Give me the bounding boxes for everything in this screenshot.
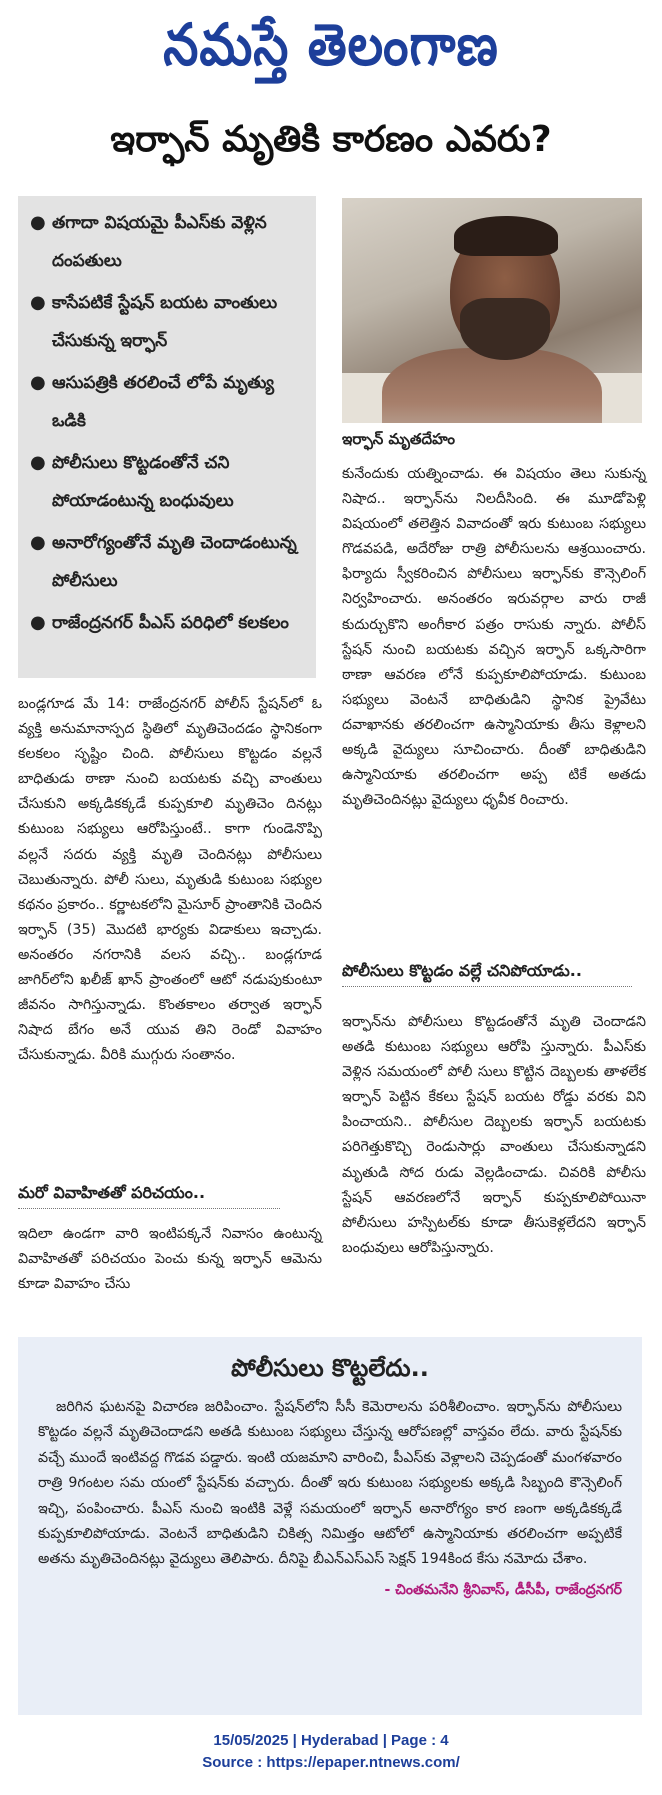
photo-beard	[460, 298, 550, 360]
subhead-right: పోలీసులు కొట్టడం వల్లే చనిపోయాడు..	[342, 958, 632, 987]
footer	[0, 1730, 662, 1774]
photo-body	[382, 348, 602, 423]
photo-hair	[454, 216, 558, 256]
bullet-icon: ●	[30, 532, 46, 553]
headline: ఇర్ఫాన్ మృతికి కారణం ఎవరు?	[110, 119, 552, 160]
highlight-text: అనారోగ్యంతోనే మృతి చెందాడంటున్న పోలీసులు	[52, 533, 297, 591]
article-left-after: ఇదిలా ఉండగా వారి ఇంటిపక్కనే నివాసం ఉంటున్న వివాహితతో పరిచయం పెంచు కున్న ఇర్ఫాన్ ఆమెను కూడా వివాహం చేసు	[18, 1226, 322, 1293]
police-statement-box	[18, 1337, 642, 1715]
masthead-logo: నమస్తే తెలంగాణ	[163, 10, 499, 79]
bullet-icon: ●	[30, 372, 46, 393]
box-body: జరిగిన ఘటనపై విచారణ జరిపించాం. స్టేషన్‌లోని సీసీ కెమెరాలను పరిశీలించాం. ఇర్ఫాన్‌ను పోలీసులు కొట్టడం వల్లనే మృతిచెందాడని అతడి కుటుంబ సభ్యులు చేస్తున్న ఆరోపణల్లో వాస్తవం లేదు. వారు స్టేషన్‌కు వచ్చే ముందే ఇంటివద్ద గొడవ పడ్డారు. ఇంటి యజమాని వారించి, పీఎస్‌కు వెళ్లాలని చెప్పడంతో మంగళవారం రాత్రి 9గంటల సమ యంలో స్టేషన్‌కు వచ్చారు. దీంతో ఇరు కుటుంబ సభ్యులకు అక్కడి సిబ్బంది కౌన్సెలింగ్ ఇచ్చి, పంపించారు. పీఎస్ నుంచి ఇంటికి వెళ్లే సమయంలో ఇర్ఫాన్ అనారోగ్యం కార ణంగా అక్కడికక్కడే కుప్పకూలిపోయాడు. వెంటనే బాధితుడిని చికిత్స నిమిత్తం ఆటోలో ఉస్మానియాకు తరలించగా అప్పటికే అతను మృతిచెందినట్లు వైద్యులు తెలిపారు. దీనిపై బీఎన్ఎస్ఎస్ సెక్షన్ 194కింద కేసు నమోదు చేశాం.	[38, 1399, 622, 1568]
highlight-text: కాసేపటికే స్టేషన్ బయట వాంతులు చేసుకున్న ఇర్ఫాన్	[52, 293, 278, 351]
highlight-item	[30, 522, 304, 602]
highlight-item	[30, 362, 304, 442]
article-right-after: ఇర్ఫాన్‌ను పోలీసులు కొట్టడంతోనే మృతి చెందాడని అతడి కుటుంబ సభ్యులు ఆరోపి స్తున్నారు. పీఎస్‌కు వెళ్లిన సమయంలో పోలీ సులు కొట్టిన దెబ్బలకు తాళలేక ఇర్ఫాన్ పెట్టిన కేకలు స్టేషన్ బయట రోడ్డు వరకు విని పించాయని.. పోలీసుల దెబ్బలకు ఇర్ఫాన్ బయటకు పరిగెత్తుకొచ్చి రెండుసార్లు వాంతులు చేసుకున్నాడని మృతుడి సోద రుడు వెల్లడించాడు. చివరికి పోలీసు స్టేషన్ ఆవరణలోనే ఇర్ఫాన్ కుప్పకూలిపోయినా పోలీసులు హస్పిటల్‌కు కూడా తీసుకెళ్లలేదని ఇర్ఫాన్ బంధువులు ఆరోపిస్తున్నారు.	[342, 1014, 646, 1256]
subhead-left: మరో వివాహితతో పరిచయం..	[18, 1180, 280, 1209]
highlight-text: పోలీసులు కొట్టడంతోనే చని పోయాడంటున్న బంధువులు	[52, 453, 234, 511]
highlight-text: ఆసుపత్రికి తరలించే లోపే మృత్యు ఒడికి	[52, 373, 274, 431]
highlight-item	[30, 202, 304, 282]
footer-date-line: 15/05/2025 | Hyderabad | Page : 4	[213, 1732, 449, 1749]
highlight-text: తగాదా విషయమై పీఎస్‌కు వెళ్లిన దంపతులు	[52, 213, 267, 271]
masthead	[0, 6, 662, 84]
highlight-item	[30, 602, 304, 644]
box-signature: - చింతమనేని శ్రీనివాస్, డీసీపీ, రాజేంద్రనగర్	[384, 1581, 622, 1598]
bullet-icon: ●	[30, 292, 46, 313]
news-photo	[342, 198, 642, 423]
footer-source-line[interactable]: Source : https://epaper.ntnews.com/	[202, 1754, 460, 1771]
bullet-icon: ●	[30, 212, 46, 233]
highlight-item	[30, 442, 304, 522]
highlight-text: రాజేంద్రనగర్ పీఎస్ పరిధిలో కలకలం	[52, 613, 289, 633]
highlight-item	[30, 282, 304, 362]
highlights-box	[18, 196, 316, 678]
box-title: పోలీసులు కొట్టలేదు..	[231, 1354, 429, 1382]
bullet-icon: ●	[30, 452, 46, 473]
article-right-top: కునేందుకు యత్నించాడు. ఈ విషయం తెలు సుకున్న నిషాద.. ఇర్ఫాన్‌ను నిలదీసింది. ఈ మూడోపెళ్లి విషయంలో తలెత్తిన వివాదంతో ఇరు కుటుంబ సభ్యులు గొడవపడి, అదేరోజు రాత్రి పోలీసులను ఆశ్రయించారు. ఫిర్యాదు స్వీకరించిన పోలీసులు ఇర్ఫాన్‌కు కౌన్సెలింగ్ నిర్వహించారు. అనంతరం ఇరువర్గాల వారు రాజీ కుదుర్చుకొని అంగీకార పత్రం రాసుకు న్నారు. పోలీస్ స్టేషన్ నుంచి బయటకు వచ్చిన ఇర్ఫాన్ ఒక్కసారిగా ఠాణా ఆవరణ లోనే కుప్పకూలిపోయాడు. కుటుంబ సభ్యులు వెంటనే బాధితుడిని స్థానిక ప్రైవేటు దవాఖానకు తరలించగా ఉస్మానియాకు తీసు కెళ్లాలని అక్కడి వైద్యులు సూచించారు. దీంతో బాధితుడిని ఉస్మానియాకు తరలించగా అప్ప టికే అతడు మృతిచెందినట్లు వైద్యులు ధృవీక రించారు.	[342, 466, 646, 809]
article-left-main: బండ్లగూడ మే 14: రాజేంద్రనగర్ పోలీస్ స్టేషన్‌లో ఓ వ్యక్తి అనుమానాస్పద స్థితిలో మృతిచెందడం స్థానికంగా కలకలం సృష్టిం చింది. పోలీసులు కొట్టడం వల్లనే బాధితుడు ఠాణా నుంచి బయటకు వచ్చి వాంతులు చేసుకుని అక్కడికక్కడే కుప్పకూలి మృతిచెం దినట్లు కుటుంబ సభ్యులు ఆరోపిస్తుంటే.. కాగా గుండెనొప్పి వల్లనే సదరు వ్యక్తి మృతి చెందినట్లు పోలీసులు చెబుతున్నారు. పోలీ సులు, మృతుడి కుటుంబ సభ్యుల కథనం ప్రకారం.. కర్ణాటకలోని మైసూర్ ప్రాంతానికి చెందిన ఇర్ఫాన్ (35) మొదటి భార్యకు విడాకులు ఇచ్చాడు. అనంతరం నగరానికి వలస వచ్చి.. బండ్లగూడ జాగిర్‌లోని ఖలీజ్ ఖాన్ ప్రాంతంలో ఆటో నడుపుకుంటూ జీవనం సాగిస్తున్నాడు. కొంతకాలం తర్వాత ఇర్ఫాన్ నిషాద బేగం అనే యువ తిని రెండో వివాహం చేసుకున్నాడు. వీరికి ముగ్గురు సంతానం.	[18, 696, 322, 1064]
photo-caption: ఇర్ఫాన్ మృతదేహం	[342, 430, 456, 448]
bullet-icon: ●	[30, 612, 46, 633]
